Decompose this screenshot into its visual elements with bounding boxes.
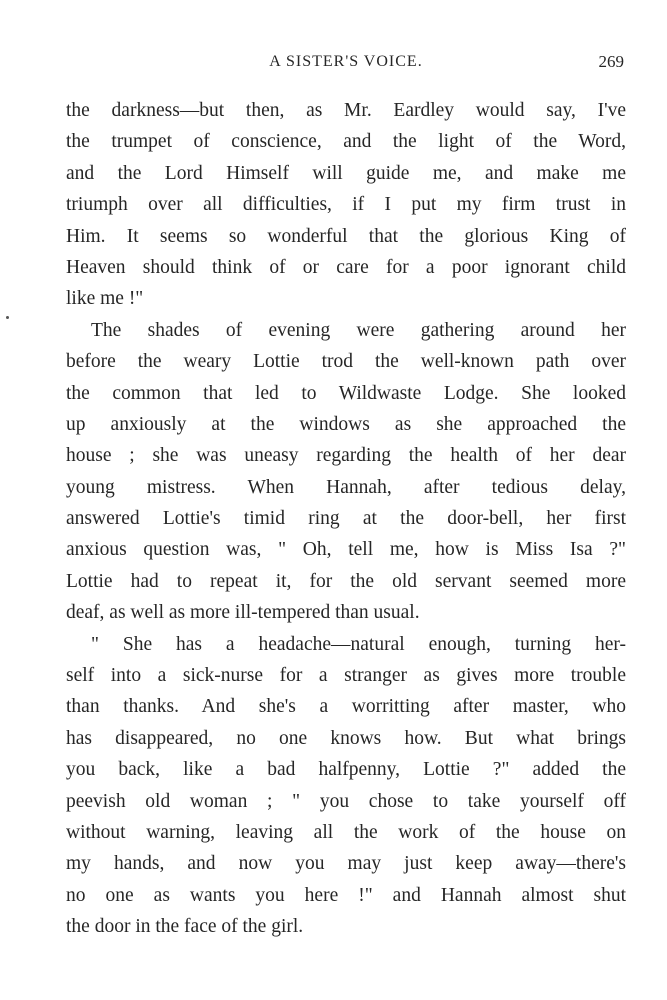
text-line: like me !" [66,288,144,310]
text-line: Heaven should think of or care for a poor ignorant child [66,256,626,278]
text-line: Lottie had to repeat it, for the old servant seemed more [66,570,626,592]
paragraph-3 [66,629,626,943]
paragraph-1 [66,95,626,315]
body-text [66,95,626,943]
text-line: The shades of evening were gathering around her [91,319,626,341]
text-line: anxious question was, " Oh, tell me, how is Miss Isa ?" [66,539,626,561]
text-line: has disappeared, no one knows how. But what brings [66,727,626,749]
page-number: 269 [598,52,624,71]
text-line: young mistress. When Hannah, after tedious delay, [66,476,626,498]
text-line: the common that led to Wildwaste Lodge. She looked [66,382,626,404]
text-line: the door in the face of the girl. [66,916,304,938]
text-line: house ; she was uneasy regarding the health of her dear [66,445,626,467]
text-line: peevish old woman ; " you chose to take yourself off [66,790,626,812]
text-line: you back, like a bad halfpenny, Lottie ?" added the [66,759,626,781]
text-line: up anxiously at the windows as she approached the [66,413,626,435]
running-title: A SISTER'S VOICE. [269,53,423,70]
text-line: self into a sick-nurse for a stranger as gives more trouble [66,665,626,687]
text-line: my hands, and now you may just keep away—there's [66,853,626,875]
text-line: before the weary Lottie trod the well-known path over [66,351,626,373]
text-line: and the Lord Himself will guide me, and make me [66,162,626,184]
margin-speck [6,316,9,319]
text-line: without warning, leaving all the work of the house on [66,821,626,843]
text-line: Him. It seems so wonderful that the glorious King of [66,225,626,247]
text-line: deaf, as well as more ill-tempered than usual. [66,602,420,624]
text-line: answered Lottie's timid ring at the door-bell, her first [66,508,626,530]
text-line: the trumpet of conscience, and the light of the Word, [66,131,626,153]
paragraph-2 [66,315,626,629]
text-line: triumph over all difficulties, if I put my firm trust in [66,194,626,216]
text-line: the darkness—but then, as Mr. Eardley would say, I've [66,100,626,121]
text-line: than thanks. And she's a worritting after master, who [66,696,626,718]
text-line: no one as wants you here !" and Hannah almost shut [66,884,626,906]
running-header [66,50,626,74]
text-line: " She has a headache—natural enough, turning her- [91,633,626,655]
